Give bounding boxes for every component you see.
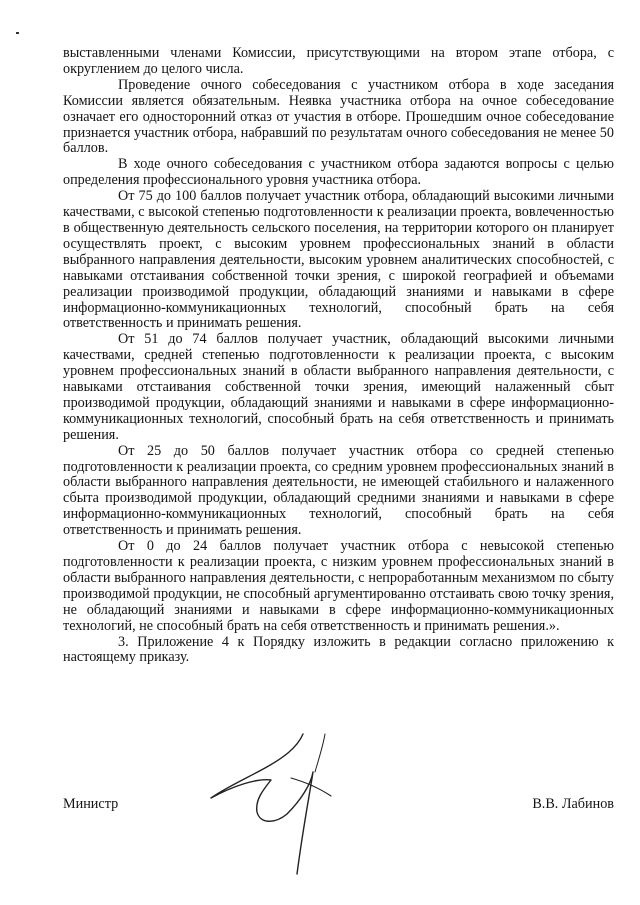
signatory-name: В.В. Лабинов <box>532 796 614 812</box>
handwritten-signature <box>205 728 335 878</box>
document-body <box>63 46 614 666</box>
paragraph-score-0-24: От 0 до 24 баллов получает участник отбора с невысокой степенью подготовленности к реализации проекта, с низким уровнем профессиональных знаний в области выбранного направления деятельности, с непроработанным механизмом по сбыту производимой продукции, не способный аргументированно отстаивать свою точку зрения, не обладающий знаниями и навыками в сфере информационно-коммуникационных технологий, не способный брать на себя ответственность и принимать решения.». <box>63 538 614 634</box>
paragraph-continuation: выставленными членами Комиссии, присутствующими на втором этапе отбора, с округлением до целого числа. <box>63 45 614 77</box>
paragraph-interview-questions: В ходе очного собеседования с участником отбора задаются вопросы с целью определения профессионального уровня участника отбора. <box>63 156 614 189</box>
paragraph-score-51-74: От 51 до 74 баллов получает участник, обладающий высокими личными качествами, средней степенью подготовленности к реализации проекта, с высоким уровнем профессиональных знаний в области выбранного направления деятельности, с навыками отстаивания собственной точки зрения, имеющий налаженный сбыт производимой продукции, обладающий знаниями и навыками в сфере информационно-коммуникационных технологий, способный брать на себя ответственность и принимать решения. <box>63 331 614 443</box>
signatory-position: Министр <box>63 796 119 812</box>
paragraph-item-3: 3. Приложение 4 к Порядку изложить в редакции согласно приложению к настоящему приказу. <box>63 633 614 666</box>
paragraph-score-25-50: От 25 до 50 баллов получает участник отбора со средней степенью подготовленности к реализации проекта, со средним уровнем профессиональных знаний в области выбранного направления деятельности, не имеющей стабильного и налаженного сбыта производимой продукции, обладающий средними знаниями и навыками в сфере информационно-коммуникационных технологий, способный брать на себя ответственность и принимать решения. <box>63 442 614 539</box>
paragraph-interview-mandatory: Проведение очного собеседования с участником отбора в ходе заседания Комиссии является обязательным. Неявка участника отбора на очное собеседование означает его односторонний отказ от участия в отборе. Прошедшим очное собеседование признается участник отбора, набравший по результатам очного собеседования не менее 50 баллов. <box>63 76 614 157</box>
scan-mark <box>16 32 19 34</box>
paragraph-score-75-100: От 75 до 100 баллов получает участник отбора, обладающий высокими личными качествами, с высокой степенью подготовленности к реализации проекта, вовлеченностью в общественную деятельность сельского поселения, на территории которого он планирует осуществлять проект, с высоким уровнем профессиональных знаний в области выбранного направления деятельности, высоким уровнем аналитических способностей, с навыками отстаивания собственной точки зрения, с широкой географией и объемами реализации производимой продукции, обладающий знаниями и навыками в сфере информационно-коммуникационных технологий, способный брать на себя ответственность и принимать решения. <box>63 188 614 332</box>
